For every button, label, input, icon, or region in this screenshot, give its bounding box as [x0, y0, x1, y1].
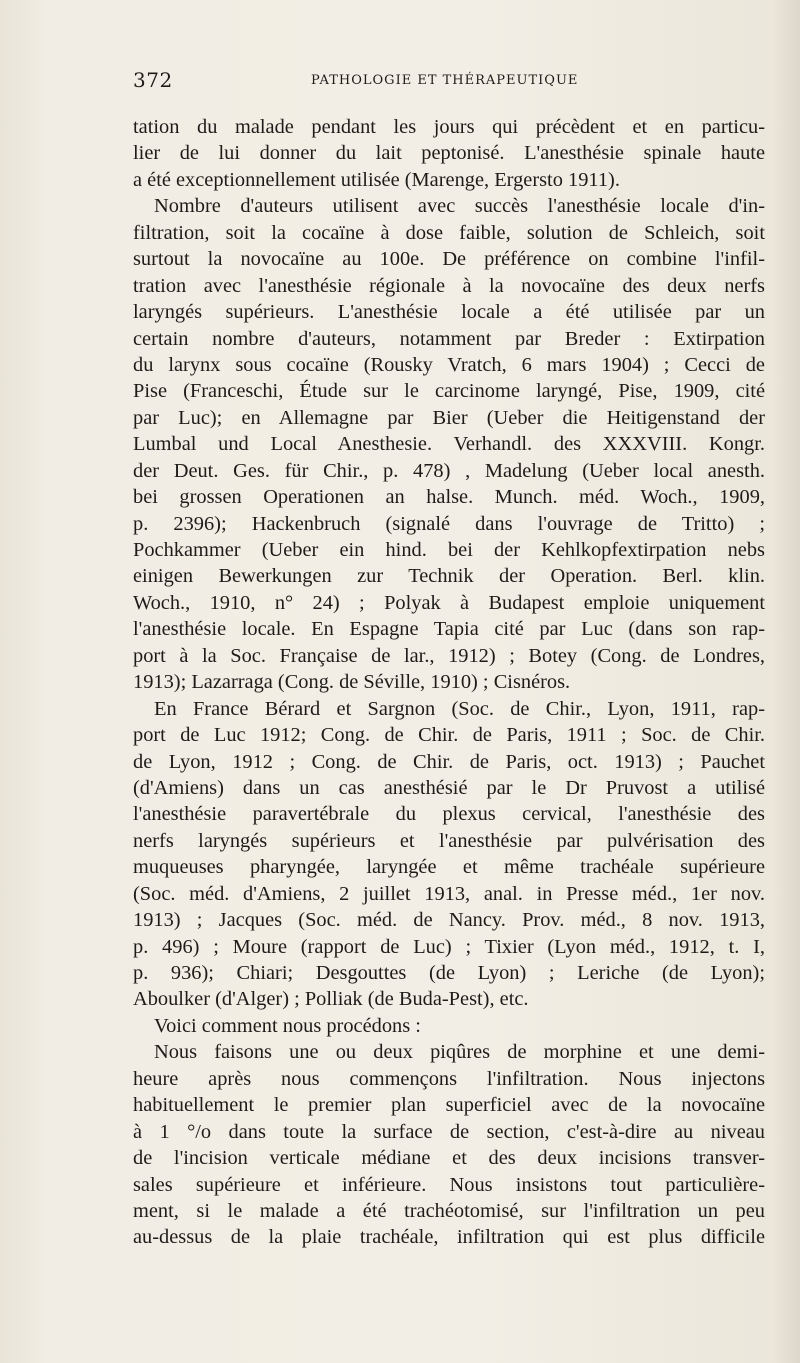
text-line: Aboulker (d'Alger) ; Polliak (de Buda-Pest), etc.	[133, 988, 529, 1011]
body-text	[133, 114, 765, 1251]
page-header	[133, 68, 765, 94]
text-line: certain nombre d'auteurs, notamment par Breder : Extirpation	[133, 327, 765, 350]
text-line: En France Bérard et Sargnon (Soc. de Chir., Lyon, 1911, rap-	[154, 697, 765, 720]
text-line: einigen Bewerkungen zur Technik der Operation. Berl. klin.	[133, 565, 765, 588]
text-line: habituellement le premier plan superficiel avec de la novocaïne	[133, 1094, 765, 1117]
page-edge-shadow	[772, 0, 800, 1363]
running-title: PATHOLOGIE ET THÉRAPEUTIQUE	[311, 73, 579, 88]
text-line: lier de lui donner du lait peptonisé. L'anesthésie spinale haute	[133, 142, 765, 165]
text-line: l'anesthésie locale. En Espagne Tapia cité par Luc (dans son rap-	[133, 618, 765, 641]
text-line: l'anesthésie paravertébrale du plexus cervical, l'anesthésie des	[133, 803, 765, 826]
text-line: du larynx sous cocaïne (Rousky Vratch, 6 mars 1904) ; Cecci de	[133, 353, 765, 376]
text-line: bei grossen Operationen an halse. Munch. méd. Woch., 1909,	[133, 486, 765, 509]
text-line: (d'Amiens) dans un cas anesthésié par le Dr Pruvost a utilisé	[133, 776, 765, 799]
text-line: (Soc. méd. d'Amiens, 2 juillet 1913, anal. in Presse méd., 1er nov.	[133, 882, 765, 905]
text-line: nerfs laryngés supérieurs et l'anesthésie par pulvérisation des	[133, 829, 765, 852]
text-line: p. 2396); Hackenbruch (signalé dans l'ouvrage de Tritto) ;	[133, 512, 765, 535]
text-line: filtration, soit la cocaïne à dose faible, solution de Schleich, soit	[133, 221, 765, 244]
text-line: de l'incision verticale médiane et des deux incisions transver-	[133, 1147, 765, 1170]
text-line: laryngés supérieurs. L'anesthésie locale a été utilisée par un	[133, 301, 765, 324]
text-line: Nous faisons une ou deux piqûres de morphine et une demi-	[154, 1041, 765, 1064]
text-line: port de Luc 1912; Cong. de Chir. de Paris, 1911 ; Soc. de Chir.	[133, 724, 765, 747]
text-line: de Lyon, 1912 ; Cong. de Chir. de Paris, oct. 1913) ; Pauchet	[133, 750, 765, 773]
text-line: heure après nous commençons l'infiltration. Nous injectons	[133, 1067, 765, 1090]
text-line: Nombre d'auteurs utilisent avec succès l'anesthésie locale d'in-	[154, 195, 765, 218]
text-line: à 1 °/o dans toute la surface de section, c'est-à-dire au niveau	[133, 1120, 765, 1143]
text-line: 1913); Lazarraga (Cong. de Séville, 1910) ; Cisnéros.	[133, 671, 571, 694]
text-line: port à la Soc. Française de lar., 1912) ; Botey (Cong. de Londres,	[133, 644, 765, 667]
text-line: tation du malade pendant les jours qui précèdent et en particu-	[133, 116, 765, 138]
text-line: a été exceptionnellement utilisée (Marenge, Ergersto 1911).	[133, 168, 620, 191]
text-line: Pochkammer (Ueber ein hind. bei der Kehlkopfextirpation nebs	[133, 539, 765, 561]
text-line: 1913) ; Jacques (Soc. méd. de Nancy. Prov. méd., 8 nov. 1913,	[133, 909, 765, 932]
text-line: au-dessus de la plaie trachéale, infiltration qui est plus difficile	[133, 1226, 765, 1249]
text-line: muqueuses pharyngée, laryngée et même trachéale supérieure	[133, 856, 765, 879]
text-line: tration avec l'anesthésie régionale à la novocaïne des deux nerfs	[133, 274, 765, 297]
text-line: Woch., 1910, n° 24) ; Polyak à Budapest emploie uniquement	[133, 591, 765, 614]
text-line: surtout la novocaïne au 100e. De préférence on combine l'infil-	[133, 248, 765, 271]
text-line: ment, si le malade a été trachéotomisé, sur l'infiltration un peu	[133, 1199, 765, 1222]
text-line: Lumbal und Local Anesthesie. Verhandl. des XXXVIII. Kongr.	[133, 433, 765, 456]
text-line: sales supérieure et inférieure. Nous insistons tout particulière-	[133, 1173, 765, 1196]
text-line: der Deut. Ges. für Chir., p. 478) , Madelung (Ueber local anesth.	[133, 459, 765, 482]
text-line: p. 936); Chiari; Desgouttes (de Lyon) ; Leriche (de Lyon);	[133, 962, 765, 984]
text-line: par Luc); en Allemagne par Bier (Ueber die Heitigenstand der	[133, 406, 765, 429]
page-number: 372	[133, 68, 173, 92]
text-line: Pise (Franceschi, Étude sur le carcinome laryngé, Pise, 1909, cité	[133, 380, 765, 403]
text-line: p. 496) ; Moure (rapport de Luc) ; Tixier (Lyon méd., 1912, t. I,	[133, 935, 765, 958]
text-line: Voici comment nous procédons :	[154, 1014, 421, 1037]
